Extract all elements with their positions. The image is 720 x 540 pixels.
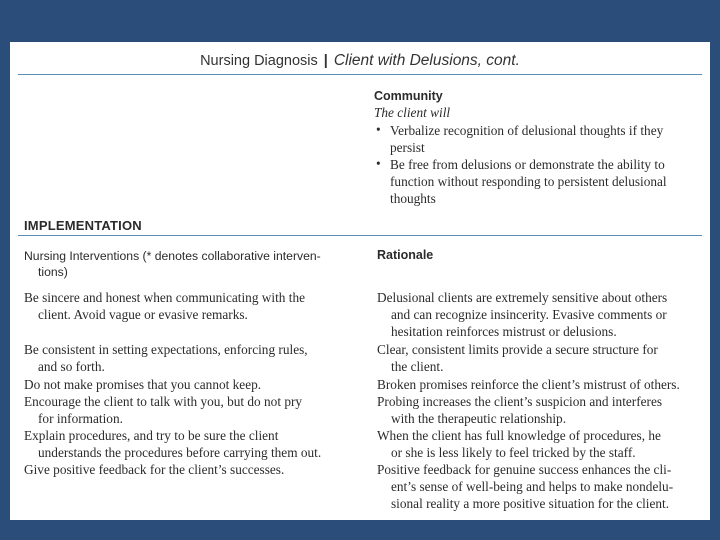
rationale-4-line-1: Probing increases the client’s suspicion and interferes (377, 394, 663, 409)
community-item-2-line-3: thoughts (390, 191, 436, 206)
intervention-5-line-1: Explain procedures, and try to be sure the client (24, 428, 279, 443)
header-rule (18, 74, 702, 75)
intervention-2-line-2: and so forth. (38, 359, 105, 374)
rationale-1-line-1: Delusional clients are extremely sensitive about others (377, 290, 668, 305)
interventions-column-header-line-2: tions) (38, 265, 68, 279)
intervention-3-line-1: Do not make promises that you cannot keep. (24, 377, 262, 392)
page-bottom-edge (10, 520, 710, 524)
intervention-1-line-2: client. Avoid vague or evasive remarks. (38, 307, 248, 322)
rationale-1-line-2: and can recognize insincerity. Evasive comments or (391, 307, 667, 322)
community-heading: Community (374, 89, 443, 103)
intervention-4-line-2: for information. (38, 411, 123, 426)
community-item-1-line-1: Verbalize recognition of delusional thoughts if they (390, 123, 664, 138)
header-separator: | (323, 53, 328, 69)
intervention-6-line-1: Give positive feedback for the client’s successes. (24, 462, 285, 477)
rationale-5-line-1: When the client has full knowledge of procedures, he (377, 428, 661, 443)
rationale-2-line-1: Clear, consistent limits provide a secure structure for (377, 342, 658, 357)
rationale-6-line-1: Positive feedback for genuine success enhances the cli- (377, 462, 672, 477)
header-prefix: Nursing Diagnosis (200, 53, 318, 69)
bullet-icon: • (376, 156, 381, 171)
community-intro: The client will (374, 105, 451, 120)
intervention-1-line-1: Be sincere and honest when communicating with the (24, 290, 306, 305)
document-page (10, 42, 710, 524)
interventions-column-header-line-1: Nursing Interventions (* denotes collaborative interven- (24, 249, 321, 263)
rationale-6-line-2: ent’s sense of well-being and helps to make nondelu- (391, 479, 674, 494)
community-item-2-line-1: Be free from delusions or demonstrate the ability to (390, 157, 665, 172)
rationale-1-line-3: hesitation reinforces mistrust or delusions. (391, 324, 617, 339)
rationale-2-line-2: the client. (391, 359, 444, 374)
rationale-6-line-3: sional reality a more positive situation for the client. (391, 496, 670, 511)
intervention-4-line-1: Encourage the client to talk with you, but do not pry (24, 394, 303, 409)
implementation-heading: IMPLEMENTATION (24, 218, 142, 233)
community-item-1-line-2: persist (390, 140, 425, 155)
rationale-5-line-2: or she is less likely to feel tricked by the staff. (391, 445, 636, 460)
rationale-3-line-1: Broken promises reinforce the client’s mistrust of others. (377, 377, 680, 392)
page-header (10, 52, 710, 70)
bullet-icon: • (376, 122, 381, 137)
community-item-2-line-2: function without responding to persistent delusional (390, 174, 667, 189)
intervention-2-line-1: Be consistent in setting expectations, enforcing rules, (24, 342, 308, 357)
rationale-column-header: Rationale (377, 248, 434, 262)
implementation-rule (18, 235, 702, 236)
rationale-4-line-2: with the therapeutic relationship. (391, 411, 567, 426)
intervention-5-line-2: understands the procedures before carrying them out. (38, 445, 322, 460)
header-title: Client with Delusions, cont. (333, 52, 520, 69)
